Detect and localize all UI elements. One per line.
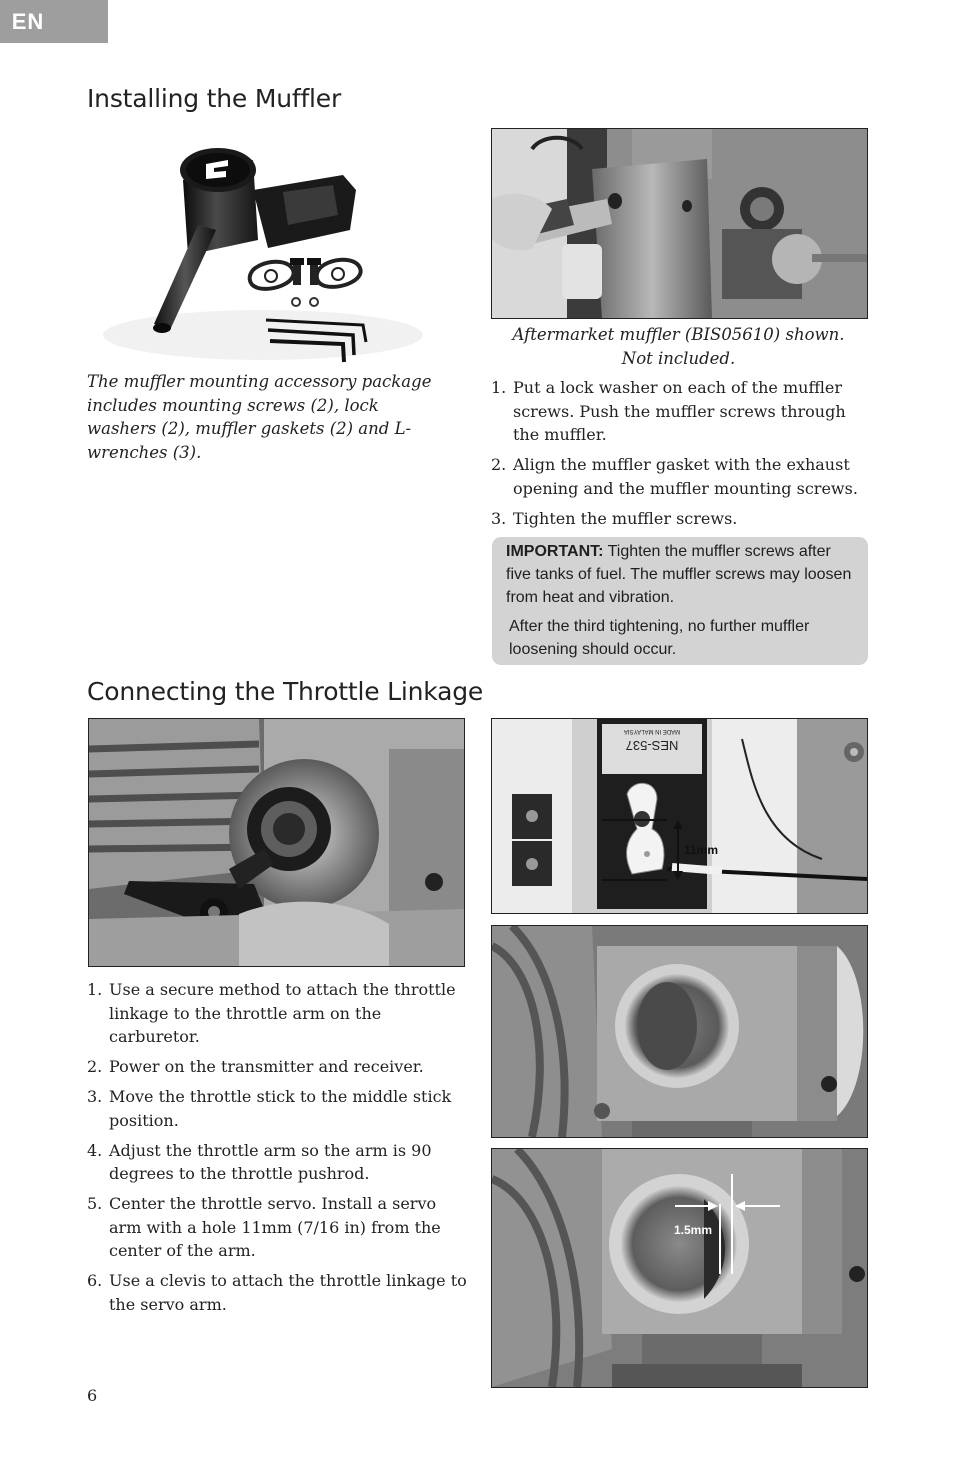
aftermarket-muffler-caption bbox=[491, 323, 866, 370]
important-text-1: Tighten the muffler screws after five tanks of fuel. The muffler screws may loosen from heat and vibration. bbox=[506, 543, 852, 606]
servo-dimension-label: 11mm bbox=[684, 843, 719, 857]
muffler-steps-list bbox=[491, 376, 866, 537]
important-note bbox=[492, 537, 868, 665]
muffler-kit-image bbox=[88, 130, 438, 365]
list-item: 2. Power on the transmitter and receiver. bbox=[87, 1057, 424, 1076]
important-label: IMPORTANT: bbox=[506, 543, 604, 560]
muffler-kit-caption: The muffler mounting accessory package includes mounting screws (2), lock washers (2), muffler gaskets (2) and L- wrenches (3). bbox=[87, 372, 432, 462]
list-item: 1. Use a secure method to attach the throttle linkage to the throttle arm on the carburetor. bbox=[87, 980, 456, 1046]
important-text-2: After the third tightening, no further muffler loosening should occur. bbox=[509, 618, 810, 658]
list-item: 6. Use a clevis to attach the throttle linkage to the servo arm. bbox=[87, 1271, 467, 1314]
page-number: 6 bbox=[87, 1386, 98, 1405]
throttle-gap-photo bbox=[491, 1148, 868, 1388]
servo-arm-photo bbox=[491, 718, 868, 914]
list-item: 5. Center the throttle servo. Install a servo arm with a hole 11mm (7/16 in) from the center of the arm. bbox=[87, 1194, 441, 1260]
list-item: 3. Tighten the muffler screws. bbox=[491, 508, 738, 528]
carburetor-intake-photo bbox=[491, 925, 868, 1138]
throttle-steps-list bbox=[87, 978, 467, 1323]
servo-model-print: NES-537 bbox=[625, 738, 679, 753]
important-paragraph-1 bbox=[506, 540, 854, 609]
list-item: 4. Adjust the throttle arm so the arm is 90 degrees to the throttle pushrod. bbox=[87, 1140, 432, 1183]
throttle-arm-photo bbox=[88, 718, 465, 967]
list-item: 1. Put a lock washer on each of the muffler screws. Push the muffler screws through the muffler. bbox=[491, 378, 846, 444]
servo-origin-print: MADE IN MALAYSIA bbox=[623, 728, 681, 734]
caption-line-1: Aftermarket muffler (BIS05610) shown. bbox=[512, 325, 845, 344]
language-tab: EN bbox=[0, 0, 108, 43]
section-title-installing-muffler: Installing the Muffler bbox=[87, 84, 342, 113]
aftermarket-muffler-photo bbox=[491, 128, 868, 319]
caption-line-2: Not included. bbox=[621, 348, 736, 368]
gap-dimension-label: 1.5mm bbox=[674, 1223, 713, 1237]
list-item: 2. Align the muffler gasket with the exhaust opening and the muffler mounting screws. bbox=[491, 455, 858, 498]
section-title-throttle-linkage: Connecting the Throttle Linkage bbox=[87, 677, 484, 706]
list-item: 3. Move the throttle stick to the middle stick position. bbox=[87, 1087, 452, 1130]
